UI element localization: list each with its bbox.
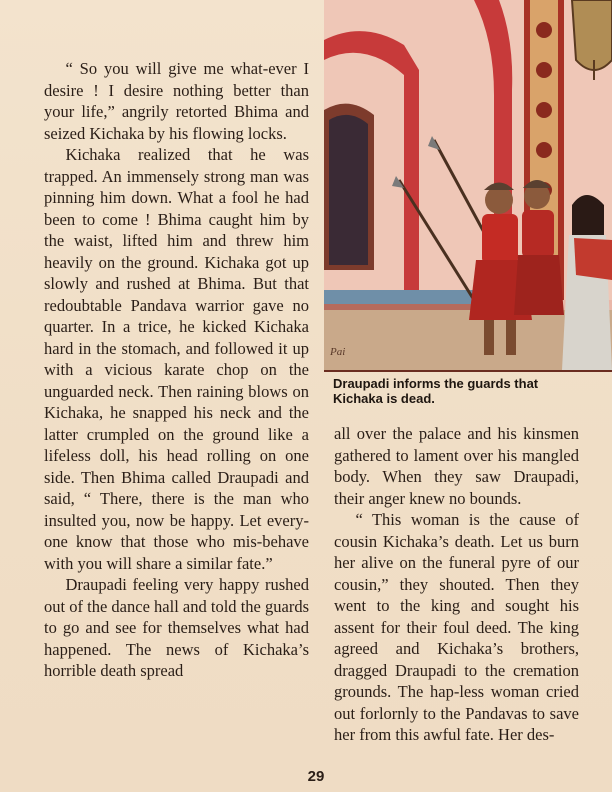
paragraph: Kichaka realized that he was trapped. An immensely strong man was pinning him down. What a fool he had been to come ! Bhima caught him by the waist, lifted him and threw him heavily on the ground. Kichaka got up slowly and rushed at Bhima. But that redoubtable Pandava warrior gave no quarter. In a trice, he kicked Kichaka hard in the stomach, and followed it up with a vicious karate chop on the unguarded neck. Then raining blows on Kichaka, he snapped his neck and the latter crumpled on the ground like a lifeless doll, his head rolling on one side. Then Bhima called Draupadi and said, “ There, there is the man who insulted you, now be happy. Let every-one know that those who mis-behave with you will share a similar fate.” <box>44 145 309 573</box>
paragraph: “ So you will give me what-ever I desire ! I desire nothing better than your life,” angrily retorted Bhima and seized Kichaka by his flowing locks. <box>44 59 309 143</box>
paragraph: “ This woman is the cause of cousin Kichaka’s death. Let us burn her alive on the funeral pyre of our cousin,” they shouted. Then they went to the king and sought his assent for their foul deed. The king agreed and Kichaka’s brothers, dragged Draupadi to the cremation grounds. The hap-less woman cried out forlornly to the Pandavas to save her from this awful fate. Her des- <box>334 510 579 744</box>
paragraph: Draupadi feeling very happy rushed out of the dance hall and told the guards to go and see for themselves what had happened. The news of Kichaka’s horrible death spread <box>44 575 309 680</box>
palace-scene-image <box>324 0 612 370</box>
left-text-column <box>44 58 309 682</box>
page-number: 29 <box>307 768 325 785</box>
illustration-caption: Draupadi informs the guards that Kichaka is dead. <box>333 376 539 406</box>
paragraph: all over the palace and his kinsmen gathered to lament over his mangled body. When they saw Draupadi, their anger knew no bounds. <box>334 424 579 508</box>
comic-illustration <box>324 0 612 372</box>
artist-signature: Pai <box>330 346 346 358</box>
right-text-column <box>334 423 579 746</box>
